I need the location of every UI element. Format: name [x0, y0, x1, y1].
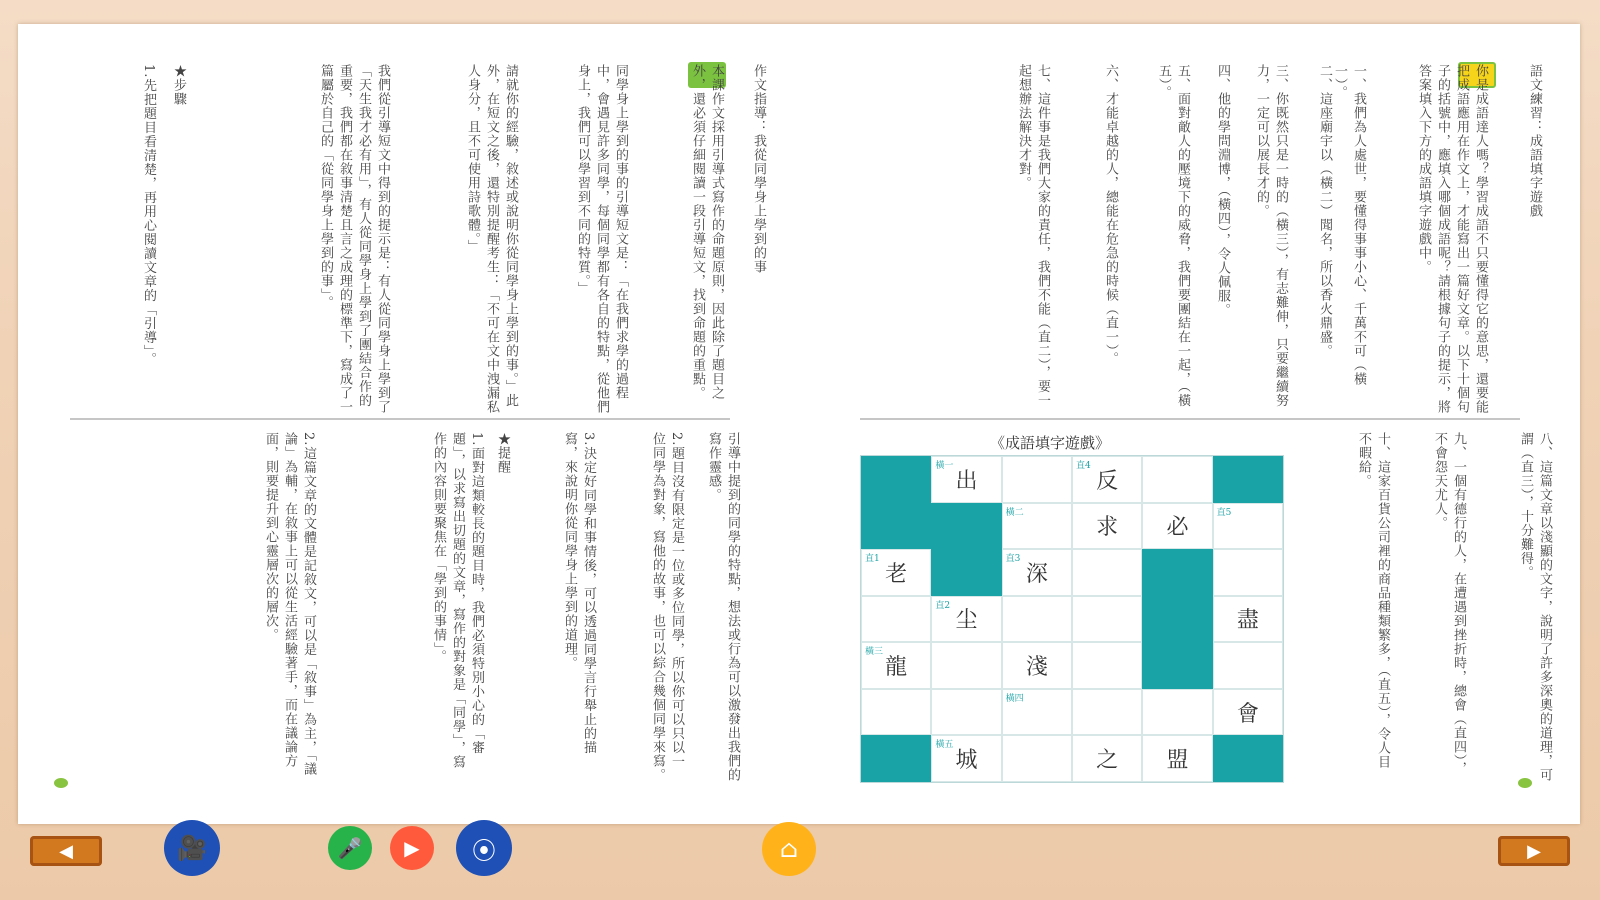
page-marker-left — [54, 778, 68, 788]
puzzle-cell[interactable] — [1002, 503, 1072, 550]
puzzle-cell-char: 龍 — [885, 655, 908, 681]
arrow-right-icon: ▶ — [1498, 836, 1570, 866]
puzzle-cell — [931, 549, 1001, 596]
steps-label: ★步驟 — [171, 64, 186, 106]
bottom-paragraph-1: 引導中提到的同學的特點，想法或行為可以激發出我們的寫作靈感。 — [706, 432, 740, 782]
puzzle-cell[interactable] — [1002, 689, 1072, 736]
puzzle-cell-char: 淺 — [1025, 655, 1048, 681]
bottom-paragraph-4: 1.面對這類較長的題目時，我們必須特別小心的「審題」，以求寫出切題的文章，寫作的對象是「同學」，寫作的內容則要聚焦在「學到的事情」。 — [431, 432, 484, 769]
puzzle-cell-tag: 直4 — [1076, 461, 1091, 471]
bottom-paragraph-5: 2.這篇文章的文體是記敘文，可以是「敘事」為主，「議論」為輔，在敘事上可以從生活經驗著手，而在議論方面，則要提升到心靈層次的層次。 — [263, 432, 316, 776]
next-page-button[interactable] — [1498, 836, 1570, 866]
puzzle-cell[interactable] — [1142, 456, 1212, 503]
puzzle-cell-char: 盡 — [1236, 608, 1259, 634]
puzzle-title: 《成語填字遊戲》 — [990, 434, 1111, 452]
bottom-paragraph-2: 2.題目沒有限定是一位或多位同學，所以你可以只以一位同學為對象，寫他的故事，也可以綜合幾個同學來寫。 — [650, 432, 684, 782]
puzzle-cell[interactable] — [1002, 735, 1072, 782]
puzzle-cell-char: 深 — [1025, 561, 1048, 587]
puzzle-cell[interactable] — [1213, 689, 1283, 736]
puzzle-cell[interactable] — [1142, 735, 1212, 782]
bottom-paragraph-3: 3.決定好同學和事情後，可以透過同學言行舉止的描寫，來說明你從同學身上學到的道理。 — [562, 432, 596, 755]
puzzle-cell[interactable] — [931, 642, 1001, 689]
arrow-left-icon: ◀ — [30, 836, 102, 866]
page-marker-right — [1518, 778, 1532, 788]
question-4: 四、他的學問淵博，（橫四），令人佩服。 — [1215, 64, 1230, 317]
left-divider — [70, 418, 730, 420]
puzzle-cell[interactable] — [1002, 596, 1072, 643]
puzzle-cell[interactable] — [931, 735, 1001, 782]
question-1: 一、我們為人處世，要懂得事事小心、千萬不可（橫一）。 — [1332, 64, 1366, 386]
microphone-icon: 🎤 — [328, 826, 372, 870]
puzzle-cell — [1142, 596, 1212, 643]
puzzle-cell-tag: 橫二 — [1005, 507, 1024, 518]
video-button[interactable] — [164, 820, 220, 876]
question-9: 九、一個有德行的人，在遭遇到挫折時，總會（直四），不會怨天尤人。 — [1432, 432, 1466, 776]
play-button[interactable] — [390, 826, 434, 870]
puzzle-cell[interactable] — [931, 689, 1001, 736]
puzzle-cell[interactable] — [1072, 642, 1142, 689]
puzzle-cell[interactable] — [861, 596, 931, 643]
puzzle-cell[interactable] — [1002, 456, 1072, 503]
puzzle-cell-char: 反 — [1096, 468, 1119, 494]
left-paragraph-4: 我們從引導短文中得到的提示是：有人從同學身上學到了「天生我才必有用」，有人從同學身上學到了團結合作的重要，我們都在敘事清楚且言之成理的標準下，寫成了一篇屬於自己的「從同學身上學到的事」。 — [318, 64, 390, 414]
question-8: 八、這篇文章以淺顯的文字，說明了許多深奧的道理，可謂（直三），十分難得。 — [1518, 432, 1552, 782]
puzzle-cell-tag: 橫一 — [935, 461, 954, 471]
puzzle-cell-char: 城 — [955, 748, 978, 774]
puzzle-cell-tag: 直2 — [935, 600, 951, 611]
question-10: 十、這家百貨公司裡的商品種類繁多，（直五），令人目不暇給。 — [1356, 432, 1390, 769]
puzzle-cell[interactable] — [931, 596, 1001, 643]
puzzle-cell[interactable] — [1072, 735, 1142, 782]
book-spread — [18, 24, 1580, 824]
puzzle-cell[interactable] — [1072, 503, 1142, 550]
screenshot-icon: ⦿ — [456, 820, 512, 876]
puzzle-cell — [861, 503, 931, 550]
prev-page-button[interactable] — [30, 836, 102, 866]
right-heading: 語文練習：成語填字遊戲 — [1527, 64, 1542, 218]
puzzle-cell-char: 之 — [1096, 748, 1119, 774]
puzzle-cell[interactable] — [1072, 596, 1142, 643]
bottom-heading: ★提醒 — [495, 432, 510, 474]
step-1: 1.先把題目看清楚，再用心閱讀文章的「引導」。 — [141, 64, 156, 366]
puzzle-cell-tag: 直1 — [865, 554, 880, 565]
question-3: 三、你既然只是一時的（橫三），有志難伸，只要繼續努力，一定可以展長才的。 — [1254, 64, 1288, 408]
puzzle-cell[interactable] — [1213, 642, 1283, 689]
puzzle-cell[interactable] — [1002, 549, 1072, 596]
puzzle-cell-char: 會 — [1236, 701, 1259, 727]
puzzle-cell[interactable] — [861, 642, 931, 689]
puzzle-cell[interactable] — [1213, 596, 1283, 643]
puzzle-cell — [861, 456, 931, 503]
video-camera-icon: 🎥 — [164, 820, 220, 876]
puzzle-cell-tag: 直3 — [1005, 554, 1021, 565]
right-divider — [860, 418, 1520, 420]
question-7: 七、這件事是我們大家的責任，我們不能（直二），要一起想辦法解決才對。 — [1016, 64, 1050, 408]
puzzle-cell[interactable] — [1213, 549, 1283, 596]
home-button[interactable] — [762, 822, 816, 876]
puzzle-cell — [931, 503, 1001, 550]
puzzle-cell-tag: 橫四 — [1005, 693, 1024, 704]
right-intro: 你是成語達人嗎？學習成語不只要懂得它的意思，還要能把成語應用在作文上，才能寫出一篇好文章。以下十個句子的括號中，應填入哪個成語呢？請根據句子的提示，將答案填入下方的成語填字遊戲中。 — [1416, 64, 1488, 414]
left-heading: 作文指導：我從同學身上學到的事 — [751, 64, 766, 274]
puzzle-cell[interactable] — [1213, 503, 1283, 550]
puzzle-cell-tag: 橫三 — [865, 647, 884, 658]
screenshot-button[interactable] — [456, 820, 512, 876]
left-page — [18, 24, 788, 824]
crossword-grid — [860, 455, 1284, 783]
puzzle-cell-char: 尘 — [955, 608, 978, 634]
puzzle-cell — [1213, 735, 1283, 782]
puzzle-cell[interactable] — [1002, 642, 1072, 689]
play-icon: ▶ — [390, 826, 434, 870]
home-icon: ⌂ — [762, 822, 816, 876]
puzzle-cell[interactable] — [1072, 689, 1142, 736]
puzzle-cell[interactable] — [1072, 456, 1142, 503]
puzzle-cell — [1142, 549, 1212, 596]
record-button[interactable] — [328, 826, 372, 870]
puzzle-cell-char: 出 — [955, 468, 978, 494]
puzzle-cell[interactable] — [861, 549, 931, 596]
left-paragraph-1: 本課作文採用引導式寫作的命題原則，因此除了題目之外，還必須仔細閱讀一段引導短文，找到命題的重點。 — [690, 64, 724, 400]
puzzle-cell-char: 必 — [1166, 515, 1189, 541]
question-6: 六、才能卓越的人，總能在危急的時候（直一）。 — [1103, 64, 1118, 366]
puzzle-cell[interactable] — [1142, 689, 1212, 736]
left-paragraph-3: 請就你的經驗，敘述或說明你從同學身上學到的事。」此外，在短文之後，還特別提醒考生：「不可在文中洩漏私人身分，且不可使用詩歌體。」 — [465, 64, 518, 414]
puzzle-cell[interactable] — [1072, 549, 1142, 596]
puzzle-cell — [861, 735, 931, 782]
puzzle-cell[interactable] — [861, 689, 931, 736]
puzzle-cell[interactable] — [1142, 503, 1212, 550]
puzzle-cell-char: 求 — [1096, 515, 1119, 541]
left-paragraph-2: 同學身上學到的事的引導短文是：「在我們求學的過程中，會遇見許多同學，每個同學都有各自的特點，從他們身上，我們可以學習到不同的特質。」 — [575, 64, 628, 414]
puzzle-cell-char: 盟 — [1166, 748, 1189, 774]
question-5: 五、面對敵人的壓境下的威脅，我們要團結在一起，（橫五）。 — [1156, 64, 1190, 408]
puzzle-cell-char: 老 — [885, 561, 908, 587]
puzzle-cell — [1213, 456, 1283, 503]
puzzle-cell-tag: 直5 — [1216, 507, 1232, 518]
puzzle-cell-tag: 橫五 — [935, 740, 954, 751]
puzzle-cell — [1142, 642, 1212, 689]
puzzle-cell[interactable] — [931, 456, 1001, 503]
question-2: 二、這座廟宇以（橫二）聞名，所以香火鼎盛。 — [1317, 64, 1332, 358]
